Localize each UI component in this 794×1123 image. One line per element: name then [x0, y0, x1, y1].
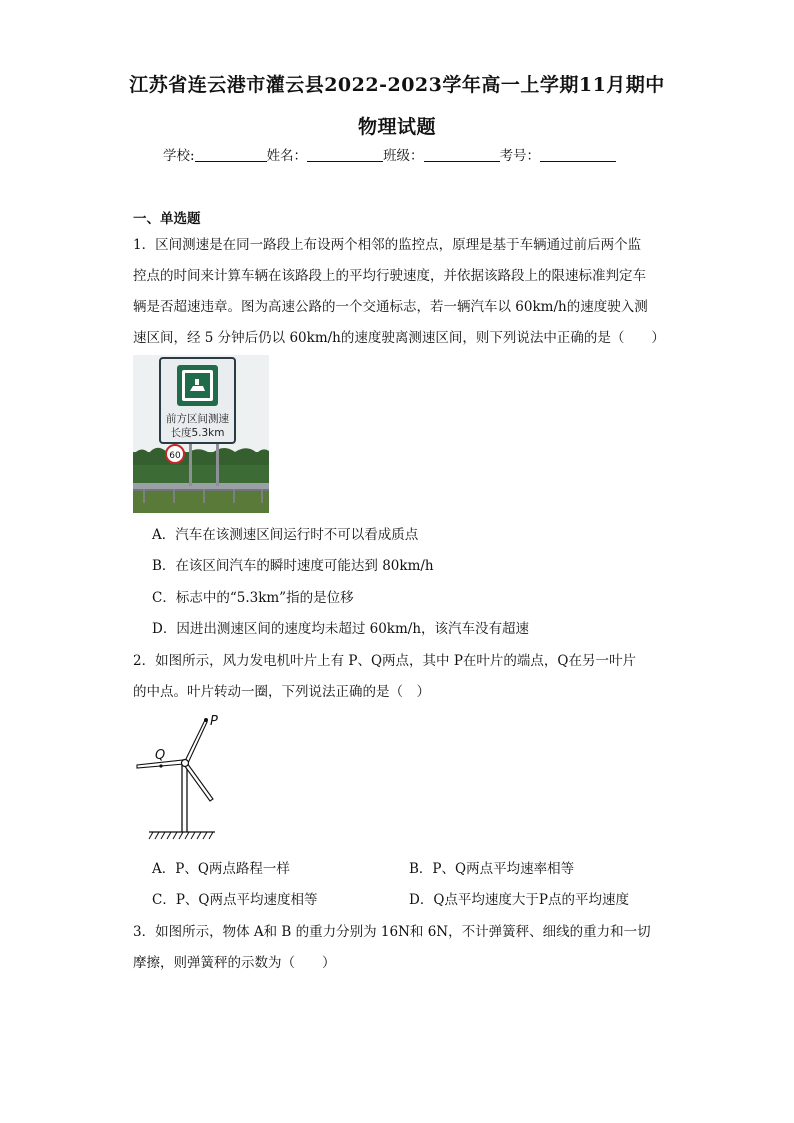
q2-option-a[interactable]: A．P、Q两点路程一样: [152, 861, 290, 877]
point-q-label: Q: [155, 748, 166, 763]
wind-turbine-diagram: [133, 712, 233, 842]
q1-option-c[interactable]: C．标志中的“5.3km”指的是位移: [152, 590, 354, 606]
q1-option-b[interactable]: B．在该区间汽车的瞬时速度可能达到 80km/h: [152, 558, 434, 574]
name-label: 姓名：: [266, 148, 308, 164]
number-blank[interactable]: [540, 147, 616, 162]
q1-line1: 1．区间测速是在同一路段上布设两个相邻的监控点，原理是基于车辆通过前后两个监: [133, 237, 642, 253]
traffic-sign-photo: [133, 355, 269, 513]
page-title-line1: 江苏省连云港市灌云县2022-2023学年高一上学期11月期中: [129, 74, 665, 96]
sign-text-line2: 长度5.3km: [170, 427, 225, 439]
q2-line1: 2．如图所示，风力发电机叶片上有 P、Q两点，其中 P在叶片的端点，Q在另一叶片: [133, 653, 636, 669]
q2-line2: 的中点。叶片转动一圈，下列说法正确的是（ ）: [133, 684, 430, 700]
sign-text-line1: 前方区间测速: [166, 413, 229, 425]
section-title: 一、单选题: [133, 211, 201, 227]
q3-line1: 3．如图所示，物体 A和 B 的重力分别为 16N和 6N，不计弹簧秤、细线的重力和一切: [133, 924, 651, 940]
q2-option-b[interactable]: B．P、Q两点平均速率相等: [409, 861, 575, 877]
page-title-line2: 物理试题: [357, 116, 436, 138]
student-info-row: [163, 144, 616, 164]
school-blank[interactable]: [195, 147, 267, 162]
q1-option-d[interactable]: D．因进出测速区间的速度均未超过 60km/h，该汽车没有超速: [152, 621, 530, 637]
q2-option-c[interactable]: C．P、Q两点平均速度相等: [152, 892, 318, 908]
class-blank[interactable]: [424, 147, 500, 162]
q1-line2: 控点的时间来计算车辆在该路段上的平均行驶速度，并依据该路段上的限速标准判定车: [133, 268, 646, 284]
number-label: 考号：: [499, 148, 541, 164]
q1-option-a[interactable]: A．汽车在该测速区间运行时不可以看成质点: [152, 527, 419, 543]
point-p-label: P: [210, 714, 218, 729]
speed-limit-text: 60: [169, 451, 181, 461]
q3-line2: 摩擦，则弹簧秤的示数为（ ）: [133, 955, 336, 971]
q1-line3: 辆是否超速违章。图为高速公路的一个交通标志，若一辆汽车以 60km/h的速度驶入测: [133, 299, 648, 315]
class-label: 班级：: [383, 148, 424, 164]
name-blank[interactable]: [307, 147, 383, 162]
school-label: 学校:: [163, 148, 195, 164]
q2-option-d[interactable]: D．Q点平均速度大于P点的平均速度: [409, 892, 629, 908]
q1-line4: 速区间，经 5 分钟后仍以 60km/h的速度驶离测速区间，则下列说法中正确的是（ ）: [133, 330, 665, 346]
